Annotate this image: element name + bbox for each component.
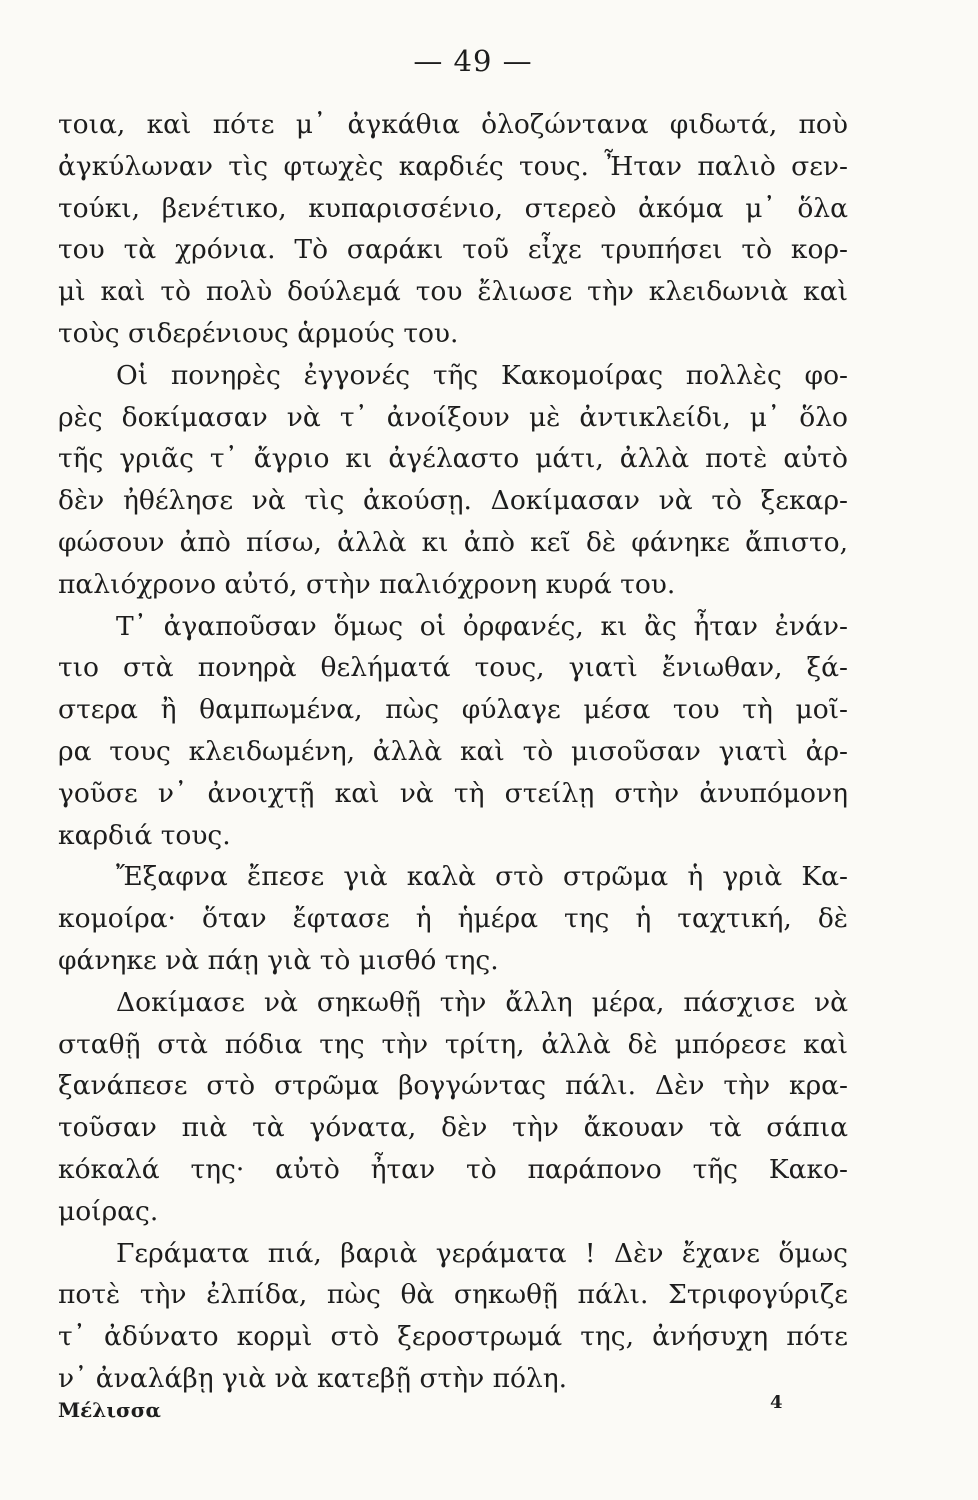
footer-signature: Μέλισσα xyxy=(58,1398,161,1422)
text-line: τιο στὰ πονηρὰ θελήματά τους, γιατὶ ἔνιωθαν, ξά- xyxy=(58,652,848,684)
text-line: Ἔξαφνα ἔπεσε γιὰ καλὰ στὸ στρῶμα ἡ γριὰ Κα- xyxy=(116,861,848,893)
text-line: κόκαλά της· αὐτὸ ἦταν τὸ παράπονο τῆς Κακο- xyxy=(58,1153,848,1185)
text-line: τῆς γριᾶς τ᾽ ἄγριο κι ἀγέλαστο μάτι, ἀλλὰ ποτὲ αὐτὸ xyxy=(58,443,848,475)
text-line: ξανάπεσε στὸ στρῶμα βογγώντας πάλι. Δὲν τὴν κρα- xyxy=(58,1070,848,1102)
text-line: τοια, καὶ πότε μ᾽ ἀγκάθια ὁλοζώντανα φιδωτά, ποὺ xyxy=(58,109,848,140)
text-line: φάνηκε νὰ πάῃ γιὰ τὸ μισθό της. xyxy=(58,944,499,976)
page-number: — 49 — xyxy=(413,44,533,78)
text-line: γοῦσε ν᾽ ἀνοιχτῇ καὶ νὰ τὴ στείλῃ στὴν ἀνυπόμονη xyxy=(58,777,848,809)
text-line: τοῦσαν πιὰ τὰ γόνατα, δὲν τὴν ἄκουαν τὰ σάπια xyxy=(58,1112,848,1144)
text-line: στερα ἢ θαμπωμένα, πὼς φύλαγε μέσα του τὴ μοῖ- xyxy=(58,694,848,726)
text-line: παλιόχρονο αὐτό, στὴν παλιόχρονη κυρά του. xyxy=(58,568,676,600)
text-line: κομοίρα· ὅταν ἔφτασε ἡ ἡμέρα της ἡ ταχτική, δὲ xyxy=(58,903,848,935)
text-line: Δοκίμασε νὰ σηκωθῇ τὴν ἄλλη μέρα, πάσχισε νὰ xyxy=(116,986,848,1018)
text-line: φώσουν ἀπὸ πίσω, ἀλλὰ κι ἀπὸ κεῖ δὲ φάνηκε ἄπιστο, xyxy=(58,526,848,558)
text-line: τούκι, βενέτικο, κυπαρισσένιο, στερεὸ ἀκόμα μ᾽ ὅλα xyxy=(58,192,848,224)
text-line: καρδιά τους. xyxy=(58,819,231,851)
text-line: δὲν ἠθέλησε νὰ τὶς ἀκούσῃ. Δοκίμασαν νὰ τὸ ξεκαρ- xyxy=(58,485,848,517)
text-line: ἀγκύλωναν τὶς φτωχὲς καρδιές τους. Ἦταν παλιὸ σεν- xyxy=(58,150,848,182)
text-line: του τὰ χρόνια. Τὸ σαράκι τοῦ εἶχε τρυπήσει τὸ κορ- xyxy=(58,234,848,266)
text-line: Οἱ πονηρὲς ἐγγονές τῆς Κακομοίρας πολλὲς φο- xyxy=(116,359,848,391)
text-line: ρα τους κλειδωμένη, ἀλλὰ καὶ τὸ μισοῦσαν γιατὶ ἀρ- xyxy=(58,735,848,767)
text-line: μὶ καὶ τὸ πολὺ δούλεμά του ἔλιωσε τὴν κλειδωνιὰ καὶ xyxy=(58,276,848,308)
text-line: ποτὲ τὴν ἐλπίδα, πὼς θὰ σηκωθῇ πάλι. Στριφογύριζε xyxy=(58,1279,848,1311)
text-line: σταθῇ στὰ πόδια της τὴν τρίτη, ἀλλὰ δὲ μπόρεσε καὶ xyxy=(58,1028,848,1060)
text-line: ρὲς δοκίμασαν νὰ τ᾽ ἀνοίξουν μὲ ἀντικλείδι, μ᾽ ὅλο xyxy=(58,401,848,433)
text-line: τ᾽ ἀδύνατο κορμὶ στὸ ξεροστρωμά της, ἀνήσυχη πότε xyxy=(58,1321,848,1353)
text-line: Τ᾽ ἀγαποῦσαν ὅμως οἱ ὀρφανές, κι ἂς ἦταν ἐνάν- xyxy=(116,610,848,642)
text-line: μοίρας. xyxy=(58,1195,159,1227)
text-line: τοὺς σιδερένιους ἁρμούς του. xyxy=(58,317,459,349)
text-line: Γεράματα πιά, βαριὰ γεράματα ! Δὲν ἔχανε ὅμως xyxy=(116,1237,848,1269)
body-text xyxy=(58,104,848,1400)
text-line: ν᾽ ἀναλάβῃ γιὰ νὰ κατεβῇ στὴν πόλη. xyxy=(58,1362,568,1394)
footer-sheet-number: 4 xyxy=(770,1392,783,1413)
